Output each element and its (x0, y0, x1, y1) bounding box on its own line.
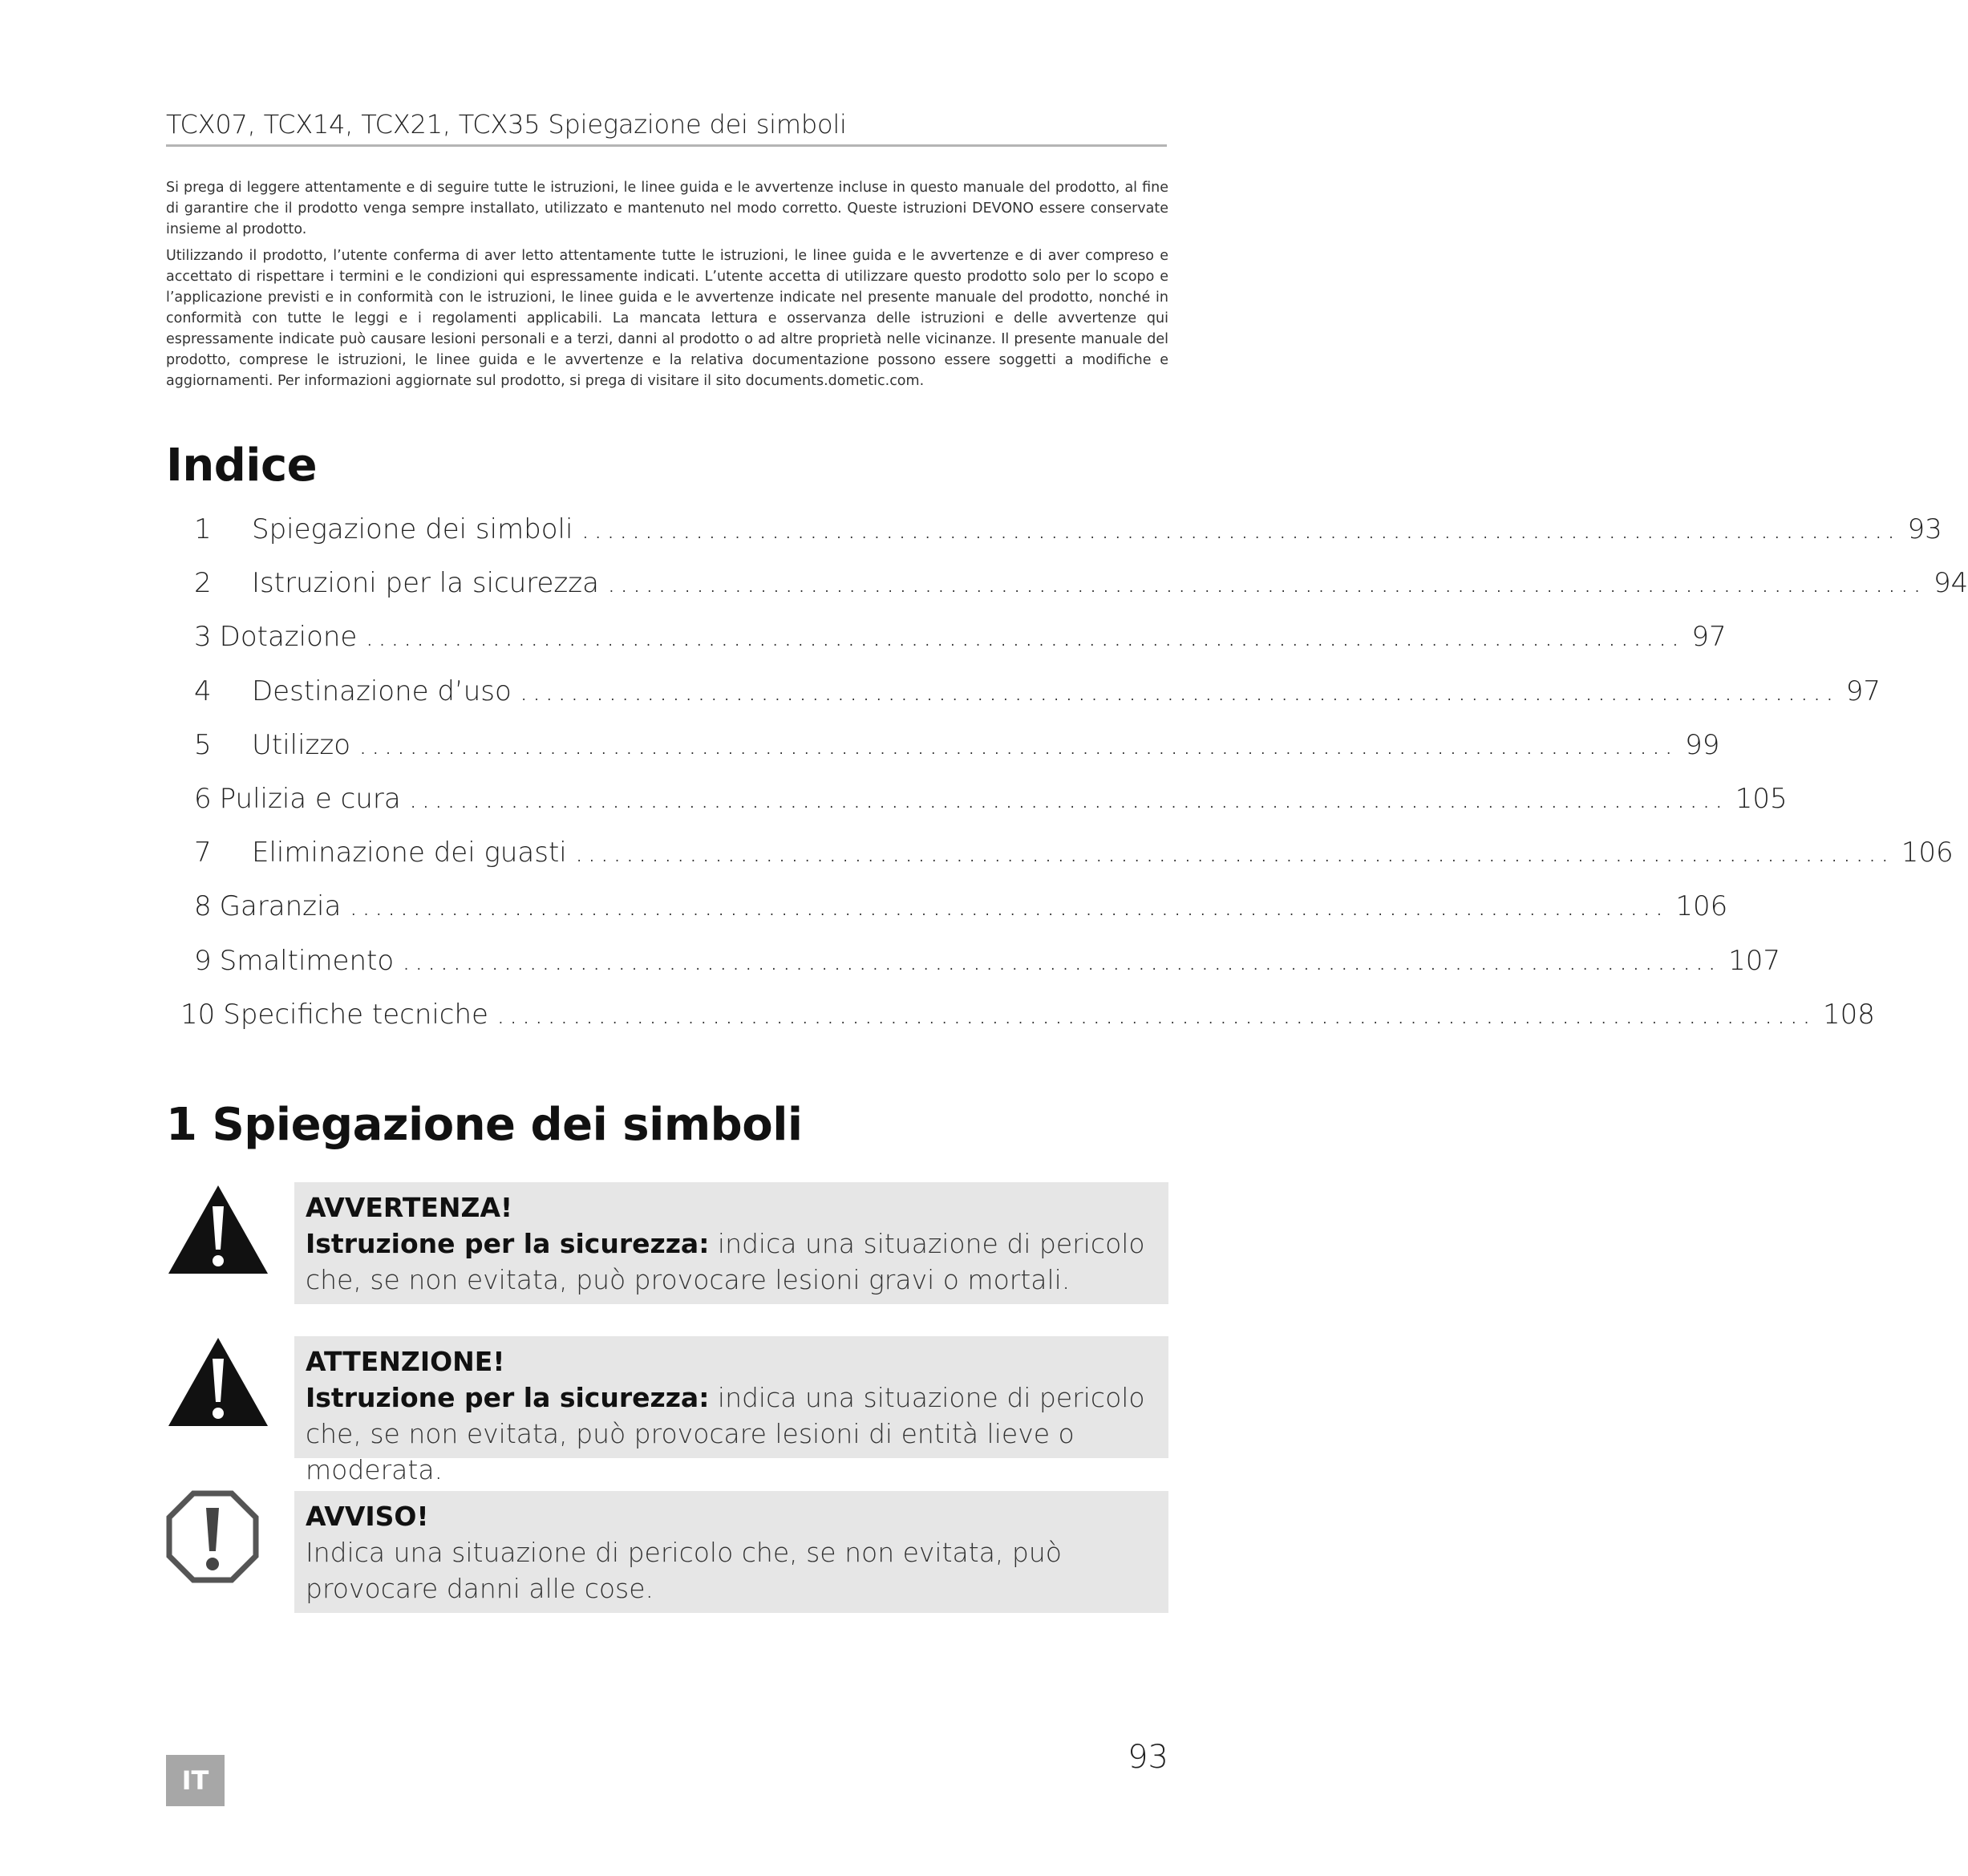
section-heading: 1 Spiegazione dei simboli (166, 1099, 803, 1151)
notice-body: Indica una situazione di pericolo che, se non evitata, può provocare danni alle cose. (306, 1537, 1062, 1604)
toc-entry[interactable] (194, 729, 1720, 768)
toc-entry-label: Istruzioni per la sicurezza (252, 567, 599, 599)
toc-entry-label: Spiegazione dei simboli (252, 513, 573, 545)
page-number: 93 (1128, 1739, 1168, 1776)
running-header: TCX07, TCX14, TCX21, TCX35 Spiegazione dei simboli (166, 109, 1167, 147)
toc-leader: ........................................................................................................ (574, 837, 1893, 869)
toc-entry-page: 108 (1822, 999, 1875, 1031)
toc-entry-label: Garanzia (219, 890, 342, 922)
toc-entry-label: Specifiche tecniche (223, 999, 488, 1031)
toc-leader: ........................................................................................................ (358, 729, 1678, 761)
toc-leader: ........................................................................................................ (519, 675, 1838, 707)
notice-warning (294, 1182, 1168, 1304)
toc-entry-page: 97 (1845, 675, 1881, 707)
notice-caution (294, 1336, 1168, 1485)
toc-leader: ........................................................................................................ (402, 945, 1721, 977)
toc-entry[interactable] (194, 783, 1788, 821)
toc-entry-number: 5 (194, 729, 212, 761)
toc-leader: ........................................................................................................ (581, 513, 1900, 545)
toc-entry-number: 6 (194, 783, 212, 815)
language-badge: IT (166, 1755, 225, 1806)
toc-leader: ........................................................................................................ (365, 621, 1684, 653)
toc-entry-label: Pulizia e cura (219, 783, 401, 815)
toc-leader: ........................................................................................................ (349, 890, 1668, 922)
toc-entry-number: 3 (194, 621, 212, 653)
caution-triangle-icon (166, 1335, 270, 1429)
warning-triangle-icon (166, 1182, 270, 1277)
notice-text (306, 1534, 1157, 1607)
toc-entry-label: Destinazione d’uso (252, 675, 512, 707)
notice-title: AVVERTENZA! (306, 1192, 513, 1223)
toc-entry-page: 106 (1901, 837, 1954, 869)
toc-entry[interactable] (194, 621, 1727, 659)
notice-lead: Istruzione per la sicurezza: (306, 1382, 710, 1413)
toc-entry-number: 8 (194, 890, 212, 922)
toc-entry[interactable] (194, 513, 1942, 552)
toc-leader: ........................................................................................................ (496, 999, 1815, 1031)
toc-entry-page: 97 (1691, 621, 1727, 653)
toc-heading: Indice (166, 440, 318, 492)
notice-title: AVVISO! (306, 1501, 429, 1532)
notice-notice (294, 1491, 1168, 1613)
toc-entry[interactable] (194, 945, 1781, 983)
notice-octagon-icon (166, 1490, 259, 1583)
notice-lead: Istruzione per la sicurezza: (306, 1228, 710, 1259)
intro-paragraph-2: Utilizzando il prodotto, l’utente conferma di aver letto attentamente tutte le istruzioni, le linee guida e le avvertenze e di aver compreso e accettato di rispettare i termini e le condizioni qui espressamente indicati. L’utente accetta di utilizzare questo prodotto solo per lo scopo e l’applicazione previsti e in conformità con le istruzioni, le linee guida e le avvertenze indicate nel presente manuale del prodotto, nonché in conformità con tutte le leggi e i regolamenti applicabili. La mancata lettura e osservanza delle istruzioni e delle avvertenze qui espressamente indicate può causare lesioni personali e a terzi, danni al prodotto o ad altre proprietà nelle vicinanze. Il presente manuale del prodotto, comprese le istruzioni, le linee guida e le avvertenze e la relativa documentazione possono essere soggetti a modifiche e aggiornamenti. Per informazioni aggiornate sul prodotto, si prega di visitare il sito documents.dometic.com. (166, 248, 1168, 389)
toc-entry[interactable] (194, 567, 1968, 606)
notice-text (306, 1380, 1157, 1488)
toc-entry-number: 7 (194, 837, 212, 869)
toc-entry-page: 94 (1933, 567, 1968, 599)
toc-entry-page: 105 (1735, 783, 1788, 815)
toc-entry-number: 4 (194, 675, 212, 707)
toc-entry-number: 9 (194, 945, 212, 977)
notice-text (306, 1226, 1157, 1298)
toc-entry-label: Utilizzo (252, 729, 351, 761)
toc-entry-page: 107 (1728, 945, 1781, 977)
toc-entry-number: 10 (180, 999, 216, 1031)
toc-entry-page: 99 (1685, 729, 1720, 761)
toc-entry[interactable] (180, 999, 1875, 1037)
toc-entry[interactable] (194, 890, 1728, 929)
toc-entry-page: 106 (1675, 890, 1728, 922)
toc-entry-number: 2 (194, 567, 212, 599)
intro-paragraph-1: Si prega di leggere attentamente e di seguire tutte le istruzioni, le linee guida e le avvertenze incluse in questo manuale del prodotto, al fine di garantire che il prodotto venga sempre installato, utilizzato e mantenuto nel modo corretto. Queste istruzioni DEVONO essere conservate insieme al prodotto. (166, 180, 1168, 237)
toc-entry[interactable] (194, 675, 1881, 714)
toc-entry-label: Dotazione (219, 621, 358, 653)
notice-body: indica una situazione di pericolo che, se non evitata, può provocare lesioni di entità lieve o moderata. (306, 1382, 1145, 1485)
toc-entry-label: Eliminazione dei guasti (252, 837, 567, 869)
notice-body: indica una situazione di pericolo che, se non evitata, può provocare lesioni gravi o mortali. (306, 1228, 1145, 1295)
toc-leader: ........................................................................................................ (408, 783, 1727, 815)
notice-title: ATTENZIONE! (306, 1346, 505, 1377)
toc-entry-label: Smaltimento (219, 945, 395, 977)
toc-entry-page: 93 (1907, 513, 1942, 545)
toc-entry[interactable] (194, 837, 1954, 875)
toc-entry-number: 1 (194, 513, 212, 545)
intro-text (166, 177, 1168, 397)
toc-leader: ........................................................................................................ (606, 567, 1925, 599)
